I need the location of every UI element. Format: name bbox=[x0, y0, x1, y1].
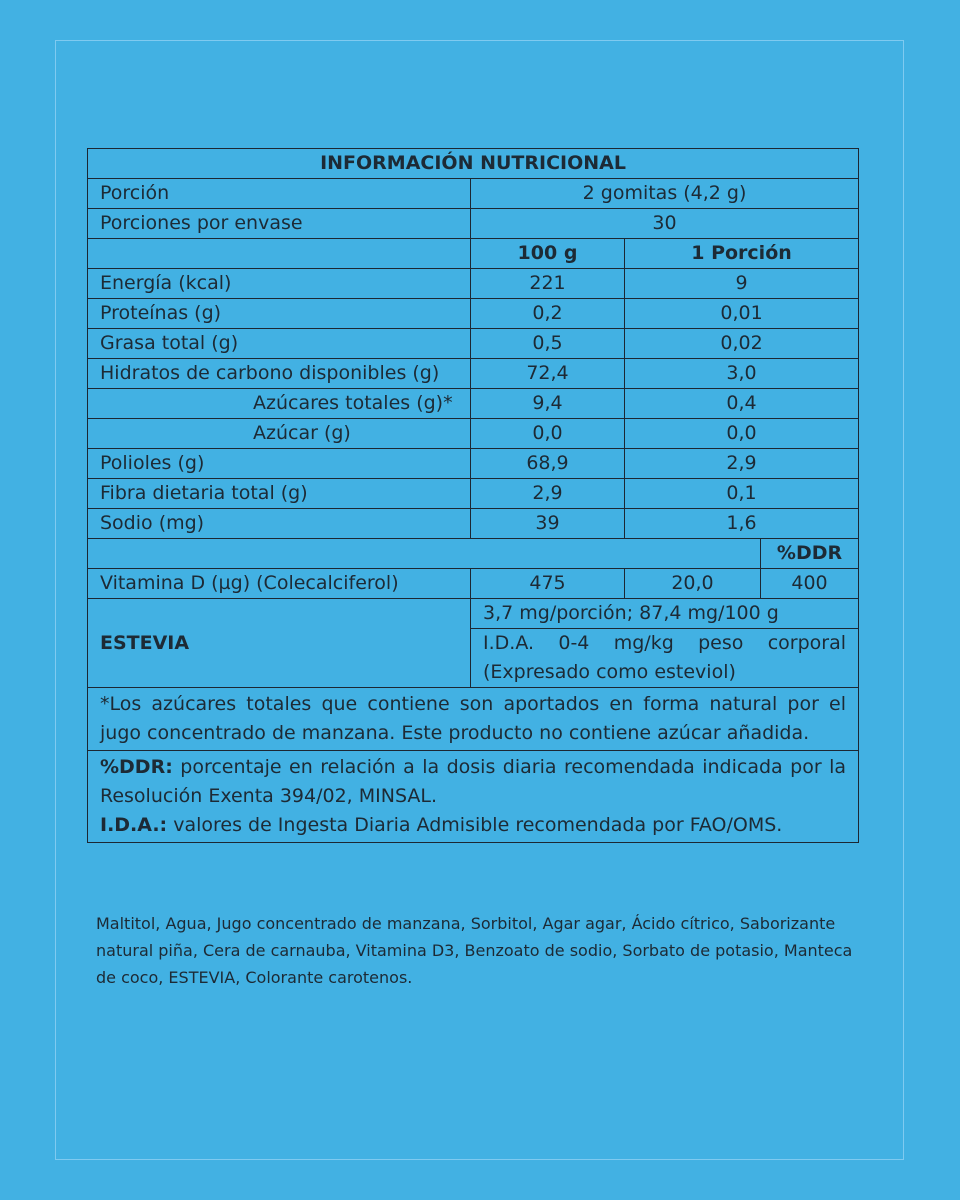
vitamin-d-row bbox=[88, 569, 859, 599]
column-header-row bbox=[88, 239, 859, 269]
nutrition-table bbox=[87, 148, 859, 843]
row-label-indented: Azúcar (g) bbox=[88, 419, 471, 449]
ida-definition-label: I.D.A.: bbox=[100, 814, 168, 836]
row-value-portion: 2,9 bbox=[625, 449, 859, 479]
row-label: Proteínas (g) bbox=[88, 299, 471, 329]
footnote-row bbox=[88, 688, 859, 751]
ddr-header: %DDR bbox=[761, 539, 859, 569]
estevia-ida: I.D.A. 0-4 mg/kg peso corporal (Expresado como esteviol) bbox=[471, 629, 859, 688]
table-row bbox=[88, 359, 859, 389]
portions-value: 30 bbox=[471, 209, 859, 239]
column-header-100g: 100 g bbox=[471, 239, 625, 269]
row-value-100g: 68,9 bbox=[471, 449, 625, 479]
row-value-100g: 9,4 bbox=[471, 389, 625, 419]
row-label: Grasa total (g) bbox=[88, 329, 471, 359]
definitions-row bbox=[88, 751, 859, 843]
row-value-100g: 39 bbox=[471, 509, 625, 539]
vitamin-d-label: Vitamina D (µg) (Colecalciferol) bbox=[88, 569, 471, 599]
definitions-cell bbox=[88, 751, 859, 843]
row-value-portion: 0,01 bbox=[625, 299, 859, 329]
estevia-label: ESTEVIA bbox=[88, 599, 471, 688]
row-value-portion: 0,1 bbox=[625, 479, 859, 509]
portion-value: 2 gomitas (4,2 g) bbox=[471, 179, 859, 209]
table-row bbox=[88, 389, 859, 419]
table-row bbox=[88, 509, 859, 539]
portion-label: Porción bbox=[88, 179, 471, 209]
table-row bbox=[88, 479, 859, 509]
ddr-definition-label: %DDR: bbox=[100, 756, 173, 778]
table-title-row bbox=[88, 149, 859, 179]
row-label-indented: Azúcares totales (g)* bbox=[88, 389, 471, 419]
ddr-header-row bbox=[88, 539, 859, 569]
row-label: Fibra dietaria total (g) bbox=[88, 479, 471, 509]
empty-ddr-spacer bbox=[88, 539, 761, 569]
table-title: INFORMACIÓN NUTRICIONAL bbox=[88, 149, 859, 179]
ddr-definition-text: porcentaje en relación a la dosis diaria recomendada indicada por la Resolución Exenta 394/02, MINSAL. bbox=[100, 756, 847, 807]
portion-row bbox=[88, 179, 859, 209]
estevia-row bbox=[88, 599, 859, 629]
row-label: Sodio (mg) bbox=[88, 509, 471, 539]
vitamin-d-ddr: 400 bbox=[761, 569, 859, 599]
empty-header-cell bbox=[88, 239, 471, 269]
column-header-portion: 1 Porción bbox=[625, 239, 859, 269]
table-row bbox=[88, 329, 859, 359]
row-value-portion: 9 bbox=[625, 269, 859, 299]
estevia-amount: 3,7 mg/porción; 87,4 mg/100 g bbox=[471, 599, 859, 629]
row-label: Energía (kcal) bbox=[88, 269, 471, 299]
portions-row bbox=[88, 209, 859, 239]
ida-definition-text: valores de Ingesta Diaria Admisible recomendada por FAO/OMS. bbox=[173, 814, 783, 836]
vitamin-d-value-portion: 20,0 bbox=[625, 569, 761, 599]
portions-label: Porciones por envase bbox=[88, 209, 471, 239]
row-value-100g: 72,4 bbox=[471, 359, 625, 389]
row-value-portion: 0,02 bbox=[625, 329, 859, 359]
row-value-portion: 3,0 bbox=[625, 359, 859, 389]
row-value-100g: 0,5 bbox=[471, 329, 625, 359]
row-value-100g: 0,2 bbox=[471, 299, 625, 329]
row-value-portion: 1,6 bbox=[625, 509, 859, 539]
row-label: Polioles (g) bbox=[88, 449, 471, 479]
row-value-portion: 0,4 bbox=[625, 389, 859, 419]
row-label: Hidratos de carbono disponibles (g) bbox=[88, 359, 471, 389]
table-row bbox=[88, 449, 859, 479]
table-row bbox=[88, 299, 859, 329]
table-row bbox=[88, 269, 859, 299]
vitamin-d-value-100g: 475 bbox=[471, 569, 625, 599]
row-value-100g: 221 bbox=[471, 269, 625, 299]
row-value-portion: 0,0 bbox=[625, 419, 859, 449]
footnote-sugar: *Los azúcares totales que contiene son aportados en forma natural por el jugo concentrado de manzana. Este producto no contiene azúcar añadida. bbox=[88, 688, 859, 751]
row-value-100g: 2,9 bbox=[471, 479, 625, 509]
table-row bbox=[88, 419, 859, 449]
row-value-100g: 0,0 bbox=[471, 419, 625, 449]
ingredients-text: Maltitol, Agua, Jugo concentrado de manzana, Sorbitol, Agar agar, Ácido cítrico, Saborizante natural piña, Cera de carnauba, Vitamina D3, Benzoato de sodio, Sorbato de potasio, Manteca de coco, ESTEVIA, Colorante carotenos. bbox=[96, 914, 853, 987]
